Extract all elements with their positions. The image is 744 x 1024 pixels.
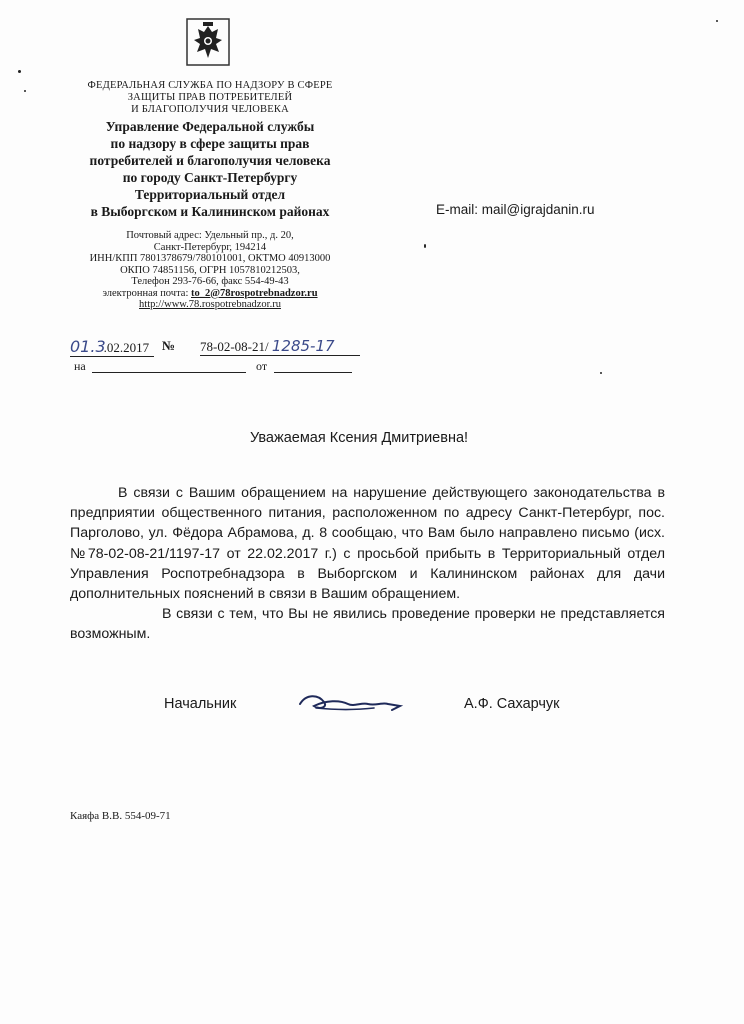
website-link[interactable]: http://www.78.rospotrebnadzor.ru bbox=[139, 299, 281, 310]
email-label: электронная почта: bbox=[102, 287, 189, 299]
phone-fax: Телефон 293-76-66, факс 554-49-43 bbox=[131, 276, 289, 287]
reply-from-line bbox=[274, 372, 352, 373]
handwritten-date: 01.3 bbox=[70, 337, 106, 356]
postal-city: Санкт-Петербург, 194214 bbox=[153, 241, 267, 253]
email-link[interactable]: to_2@78rospotrebnadzor.ru bbox=[191, 287, 318, 299]
recipient-email: E-mail: mail@igrajdanin.ru bbox=[436, 202, 595, 217]
scan-speck bbox=[716, 20, 718, 22]
paragraph: В связи с Вашим обращением на нарушение действующего законодательства в предприятии общественного питания, расположенном по адресу Санкт-Петербург, пос. Парголово, ул. Фёдора Абрамова, д. 8 сообщаю, что Вам было направлено письмо (исх. №78-02-08-21/1197-17 от 22.02.2017 г.) с просьбой прибыть в Территориальный отдел Управления Роспотребнадзора в Выборгском и Калининском районах для дачи дополнительных пояснений в связи в Вашим обращением. bbox=[70, 485, 665, 603]
scan-speck bbox=[18, 70, 21, 73]
registration-number bbox=[200, 337, 360, 356]
agency-header bbox=[60, 80, 360, 116]
registry-ids: ОКПО 74851156, ОГРН 1057810212503, bbox=[120, 264, 300, 276]
reply-to-label: на bbox=[74, 359, 86, 373]
department-line: в Выборгском и Калининском районах bbox=[90, 204, 330, 219]
letter-body bbox=[70, 483, 665, 645]
signature-icon bbox=[296, 688, 406, 718]
department-line: Управление Федеральной службы bbox=[105, 119, 315, 134]
agency-line: ФЕДЕРАЛЬНАЯ СЛУЖБА ПО НАДЗОРУ В СФЕРЕ bbox=[87, 80, 333, 91]
department-line: по городу Санкт-Петербургу bbox=[122, 170, 298, 185]
number-symbol: № bbox=[162, 338, 176, 353]
reply-to-line bbox=[92, 372, 246, 373]
reply-from-label: от bbox=[256, 359, 268, 373]
contact-block bbox=[60, 230, 360, 311]
greeting: Уважаемая Ксения Дмитриевна! bbox=[250, 430, 469, 446]
executor-contact: Каяфа В.В. 554-09-71 bbox=[70, 810, 171, 822]
scan-speck bbox=[600, 372, 602, 374]
signatory-name: А.Ф. Сахарчук bbox=[464, 696, 560, 712]
printed-date: .02.2017 bbox=[103, 340, 150, 355]
scan-speck bbox=[24, 90, 26, 92]
printed-number: 78-02-08-21/ bbox=[200, 339, 269, 354]
scan-speck bbox=[424, 244, 426, 248]
handwritten-number: 1285-17 bbox=[271, 337, 335, 355]
department-line: потребителей и благополучия человека bbox=[89, 153, 331, 168]
signatory-role: Начальник bbox=[164, 696, 237, 712]
email-row bbox=[60, 288, 360, 300]
department-line: Территориальный отдел bbox=[134, 187, 286, 202]
department-name bbox=[60, 118, 360, 220]
agency-line: И БЛАГОПОЛУЧИЯ ЧЕЛОВЕКА bbox=[131, 104, 289, 115]
paragraph: В связи с тем, что Вы не явились проведение проверки не представляется возможным. bbox=[70, 606, 665, 643]
coat-of-arms-icon bbox=[186, 18, 230, 66]
department-line: по надзору в сфере защиты прав bbox=[110, 136, 310, 151]
tax-ids: ИНН/КПП 7801378679/780101001, ОКТМО 40913000 bbox=[89, 253, 331, 264]
postal-address: Почтовый адрес: Удельный пр., д. 20, bbox=[126, 230, 294, 241]
registration-date bbox=[70, 337, 154, 357]
agency-line: ЗАЩИТЫ ПРАВ ПОТРЕБИТЕЛЕЙ bbox=[127, 92, 293, 103]
